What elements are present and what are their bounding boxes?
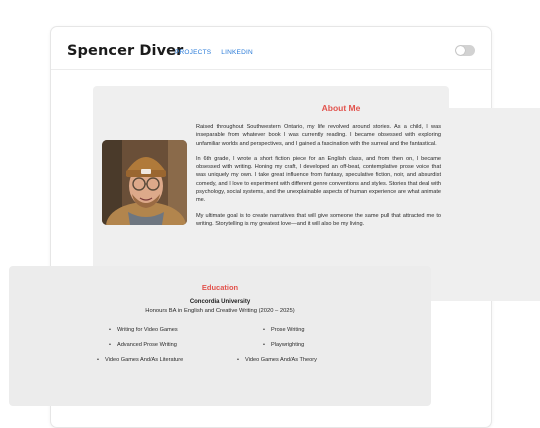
about-section xyxy=(93,86,449,279)
course-item: • Advanced Prose Writing xyxy=(109,342,177,348)
education-section xyxy=(9,266,431,406)
main-nav xyxy=(175,49,253,56)
course-item: • Video Games And/As Literature xyxy=(97,357,183,363)
course-item: • Writing for Video Games xyxy=(109,327,178,333)
degree-line: Honours BA in English and Creative Writing (2020 – 2025) xyxy=(145,308,295,314)
about-paragraph: My ultimate goal is to create narratives that will give someone the same pull that attracted me to writing. Storytelling is my greatest love—and it will also be my living. xyxy=(196,212,441,227)
education-title: Education xyxy=(201,283,239,292)
course-item: • Prose Writing xyxy=(263,327,304,333)
site-name: Spencer Diver xyxy=(67,43,184,59)
course-item: • Playwrighting xyxy=(263,342,304,348)
theme-toggle-icon[interactable] xyxy=(455,45,475,56)
about-body xyxy=(196,123,441,235)
site-header xyxy=(51,27,491,70)
course-item: • Video Games And/As Theory xyxy=(237,357,317,363)
about-title: About Me xyxy=(321,103,361,113)
about-paragraph: In 6th grade, I wrote a short fiction piece for an English class, and from then on, I became obsessed with writing. Honing my craft, I developed an off-beat, contemplative prose voice that was uniquely my own. I take great influence from fantasy, speculative fiction, noir, and absurdist comedy, and I love to experiment with different genre conventions and styles. Stories that deal with psychology, social systems, and the unexplainable aspects of human experience are what animate me. xyxy=(196,155,441,204)
about-paragraph: Raised throughout Southwestern Ontario, my life revolved around stories. As a child, I was inseparable from whatever book I was currently reading. I became obsessed with exploring unfamiliar worlds and perspectives, and I gained a fascination with the surreal and the fantastical. xyxy=(196,124,441,147)
nav-projects-link[interactable]: PROJECTS xyxy=(175,49,212,56)
profile-photo xyxy=(102,140,187,225)
toggle-knob xyxy=(456,46,465,55)
university-name: Concordia University xyxy=(189,299,251,305)
nav-linkedin-link[interactable]: LINKEDIN xyxy=(221,49,253,56)
